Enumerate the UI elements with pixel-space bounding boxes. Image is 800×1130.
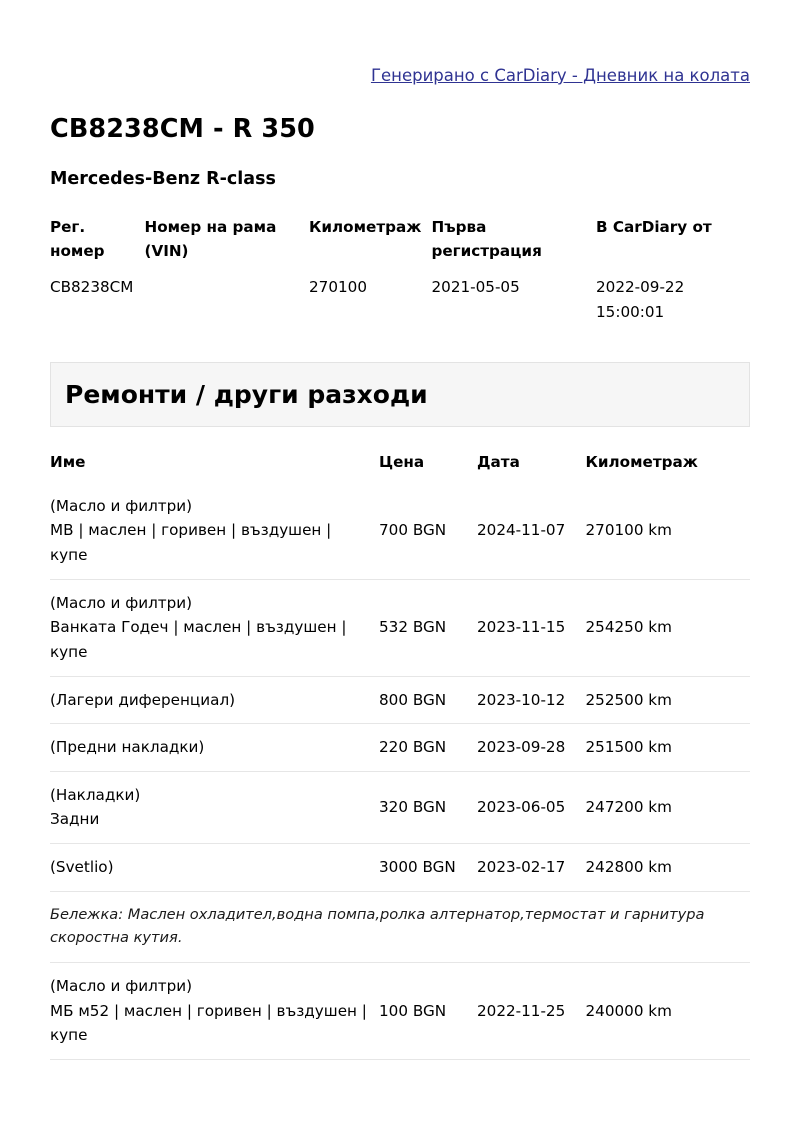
repair-date: 2023-06-05 <box>477 771 586 843</box>
header-date: Дата <box>477 453 520 472</box>
repair-price: 800 BGN <box>379 676 477 724</box>
repair-name-line-1: (Накладки) <box>50 785 141 804</box>
repair-note-row <box>50 891 750 962</box>
repair-name <box>50 483 379 579</box>
repair-name-line-1: (Масло и филтри) <box>50 496 193 515</box>
table-row <box>50 771 750 843</box>
vehicle-info-table <box>50 216 750 324</box>
repair-date: 2023-09-28 <box>477 724 586 772</box>
repair-mileage: 247200 km <box>586 771 751 843</box>
value-mileage: 270100 <box>309 278 367 297</box>
repair-mileage: 252500 km <box>586 676 751 724</box>
repair-date: 2023-02-17 <box>477 844 586 892</box>
repair-name-line-1: (Предни накладки) <box>50 738 205 757</box>
header-in-cardiary-since: В CarDiary от <box>596 218 712 237</box>
repairs-section-heading: Ремонти / други разходи <box>65 379 428 409</box>
table-row <box>50 483 750 579</box>
repair-mileage: 251500 km <box>586 724 751 772</box>
cardiary-generated-link[interactable]: Генерирано с CarDiary - Дневник на колата <box>370 66 750 85</box>
repair-date: 2023-10-12 <box>477 676 586 724</box>
header-price: Цена <box>379 453 425 472</box>
repairs-table <box>50 453 750 1060</box>
repair-name-line-1: (Масло и филтри) <box>50 593 193 612</box>
repair-name-line-2: Ванката Годеч | маслен | въздушен | купе <box>50 618 347 661</box>
repair-mileage: 254250 km <box>586 579 751 676</box>
repair-name <box>50 724 379 772</box>
repair-name-line-1: (Масло и филтри) <box>50 977 193 995</box>
repair-date: 2023-11-15 <box>477 579 586 676</box>
header-odometer: Километраж <box>585 453 698 472</box>
table-row <box>50 724 750 772</box>
table-row <box>50 963 750 1060</box>
value-vin <box>145 263 310 324</box>
repair-name-line-2: Задни <box>50 810 100 829</box>
repair-date: 2022-11-25 <box>477 963 586 1060</box>
header-vin: Номер на рама (VIN) <box>144 218 277 260</box>
repair-note <box>50 891 750 962</box>
repair-name <box>50 771 379 843</box>
generated-by-row <box>50 0 750 85</box>
header-first-registration: Първа регистрация <box>431 218 542 260</box>
repairs-header-row <box>50 453 750 483</box>
header-mileage: Километраж <box>309 218 422 237</box>
repair-price: 532 BGN <box>379 579 477 676</box>
repair-name <box>50 579 379 676</box>
table-row <box>50 579 750 676</box>
repair-mileage: 242800 km <box>586 844 751 892</box>
repair-price: 3000 BGN <box>379 844 477 892</box>
repair-name-line-1: (Svetlio) <box>50 858 114 877</box>
value-first-registration: 2021-05-05 <box>431 278 520 297</box>
page-title: CB8238CM - R 350 <box>50 113 315 144</box>
repair-price: 700 BGN <box>379 521 447 540</box>
repair-name <box>50 844 379 892</box>
table-row <box>50 676 750 724</box>
vehicle-model-subtitle: Mercedes-Benz R-class <box>50 169 276 190</box>
repair-price: 320 BGN <box>379 771 477 843</box>
vehicle-info-row <box>50 263 750 324</box>
repair-mileage: 240000 km <box>586 963 751 1060</box>
repair-note-text: Бележка: Маслен охладител,водна помпа,ролка алтернатор,термостат и гарнитура скоростна кутия. <box>50 905 705 947</box>
repair-name <box>50 963 379 1060</box>
header-name: Име <box>50 453 86 472</box>
repair-name-line-2: МВ | маслен | горивен | въздушен | купе <box>50 521 332 565</box>
value-in-cardiary-since: 2022-09-22 15:00:01 <box>596 278 685 321</box>
repair-date: 2024-11-07 <box>477 521 566 540</box>
table-row <box>50 844 750 892</box>
repair-name <box>50 676 379 724</box>
repair-price: 220 BGN <box>379 724 477 772</box>
repair-name-line-1: (Лагери диференциал) <box>50 690 236 709</box>
header-reg-number: Рег. номер <box>50 218 105 260</box>
repairs-section-panel <box>50 362 750 427</box>
vehicle-info-header-row <box>50 216 750 263</box>
repair-price: 100 BGN <box>379 963 477 1060</box>
value-reg-number: CB8238CM <box>50 278 134 297</box>
repair-mileage: 270100 km <box>585 521 672 540</box>
repair-name-line-2: МБ м52 | маслен | горивен | въздушен | купе <box>50 1001 367 1045</box>
